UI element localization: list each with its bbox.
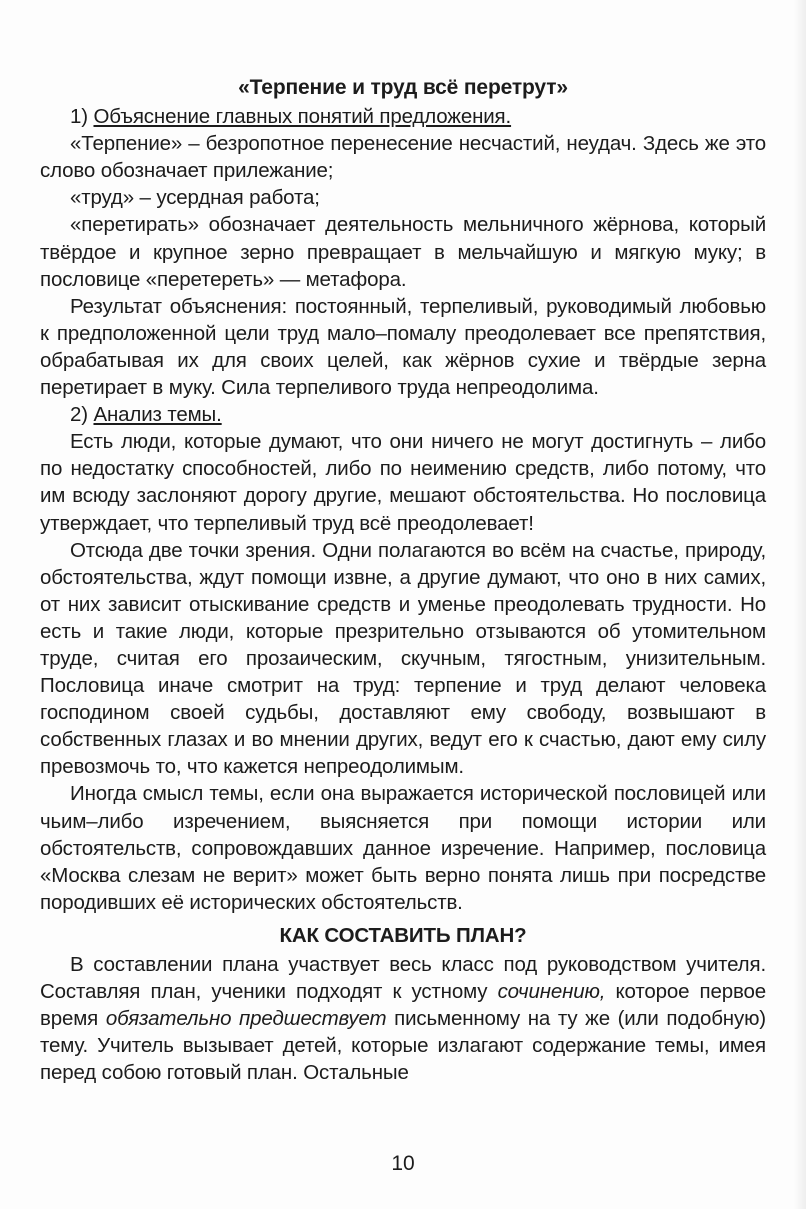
section3-paragraph-1 [40,951,766,1086]
section3-emphasis-1: сочинению, [497,980,606,1004]
section1-paragraph-2: «труд» – усердная работа; [70,186,320,210]
section1-paragraph-3: «перетирать» обозначает деятельность мельничного жёрнова, который твёрдое и крупное зерно превращает в мельчайшую и мягкую муку; в пословице «перетереть» — метафора. [40,213,766,291]
section1-paragraph-4: Результат объяснения: постоянный, терпеливый, руководимый любовью к предположенной цели труд мало–помалу преодолевает все препятствия, обрабатывая их для своих целей, как жёрнов сухие и твёрдые зерна перетирает в муку. Сила терпеливого труда непреодолима. [40,294,766,400]
section2-number: 2) [70,403,88,427]
section2-paragraph-3: Иногда смысл темы, если она выражается исторической пословицей или чьим–либо изречением, выясняется при помощи истории или обстоятельств, сопровождавших данное изречение. Например, пословица «Москва слезам не верит» может быть верно понята лишь при посредстве породивших её исторических обстоятельств. [40,782,766,914]
section3-heading: КАК СОСТАВИТЬ ПЛАН? [279,923,527,947]
page-title: «Терпение и труд всё перетрут» [238,76,568,99]
page-edge-shadow [794,0,806,1209]
section2-paragraph-1: Есть люди, которые думают, что они ничего не могут достигнуть – либо по недостатку способностей, либо по неимению средств, либо потому, что им всюду заслоняют дорогу другие, мешают обстоятельства. Но пословица утверждает, что терпеливый труд всё преодолевает! [40,430,766,535]
section1-heading [40,103,766,130]
section2-paragraph-2: Отсюда две точки зрения. Одни полагаются во всём на счастье, природу, обстоятельства, ждут помощи извне, а другие думают, что оно в них самих, от них зависит отыскивание средств и уменье преодолевать трудности. Но есть и такие люди, которые презрительно отзываются об утомительном труде, считая его прозаическим, скучным, тягостным, унизительным. Пословица иначе смотрит на труд: терпение и труд делают человека господином своей судьбы, доставляют ему свободу, возвышают в собственных глазах и во мнении других, ведут его к счастью, дают ему силу превозмочь то, что кажется непреодолимым. [40,538,766,779]
section3-text-b: которое первое время [40,980,767,1031]
section1-paragraph-1: «Терпение» – безропотное перенесение несчастий, неудач. Здесь же это слово обозначает прилежание; [40,132,766,183]
section2-heading [40,401,766,428]
section1-number: 1) [70,105,88,129]
section2-heading-text: Анализ темы. [93,403,222,427]
page-text-column [40,74,766,1086]
section1-heading-text: Объяснение главных понятий предложения. [93,105,512,129]
section3-text-a: В составлении плана участвует весь класс под руководством учителя. Составляя план, ученики подходят к устному [40,953,766,1004]
page-number: 10 [391,1152,415,1175]
section3-emphasis-2: обязательно предшествует [105,1007,387,1031]
section3-text-c: письменному на ту же (или подобную) тему. Учитель вызывает детей, которые излагают содержание темы, имея перед собою готовый план. Остальные [40,1007,766,1085]
